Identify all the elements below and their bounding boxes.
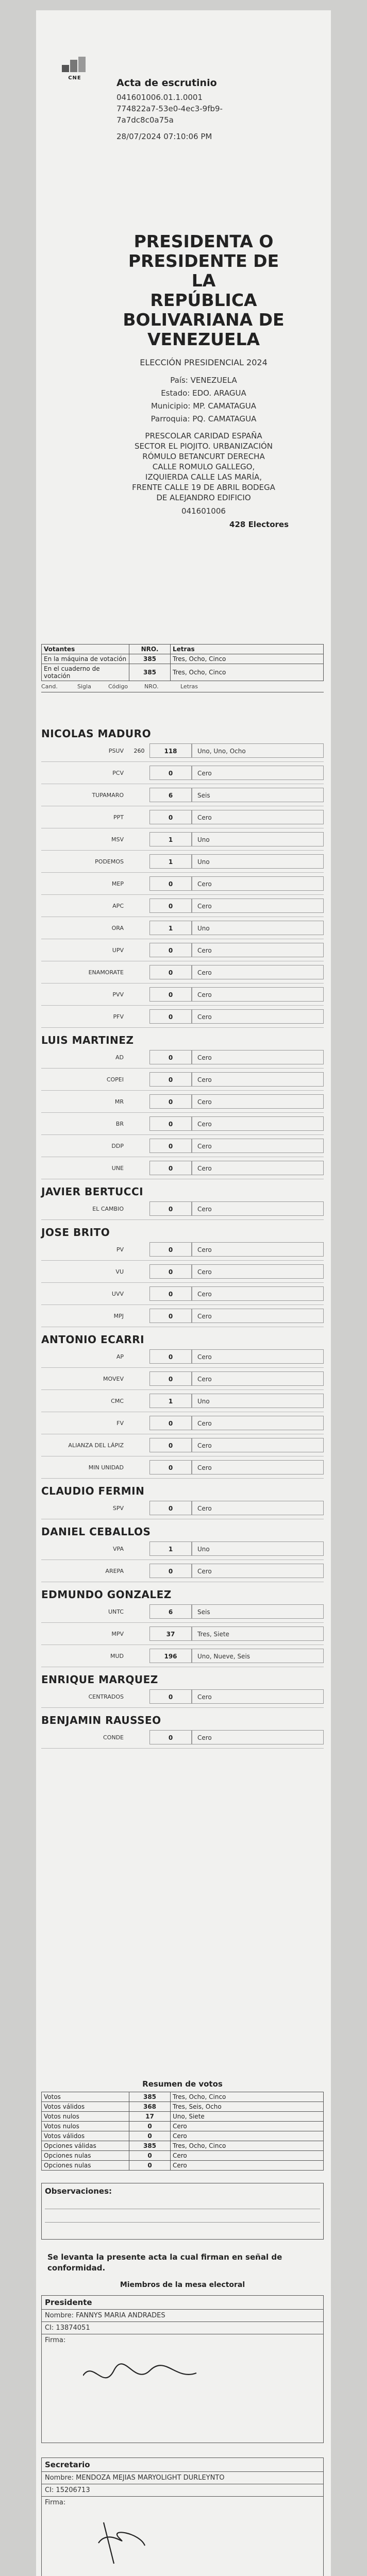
party-votes: 0 <box>149 1201 192 1216</box>
acta-paper <box>36 10 331 2576</box>
party-votes-words: Cero <box>192 1094 324 1109</box>
party-row <box>41 1198 324 1220</box>
party-row <box>41 1601 324 1623</box>
candidate-name: CLAUDIO FERMIN <box>41 1485 145 1497</box>
party-votes: 0 <box>149 1242 192 1257</box>
party-row <box>41 1261 324 1283</box>
party-row <box>41 1091 324 1113</box>
party-row <box>41 1560 324 1582</box>
party-votes: 0 <box>149 876 192 891</box>
party-name: MIN UNIDAD <box>88 1464 124 1471</box>
signature-label: Firma: <box>45 2336 66 2344</box>
party-votes: 1 <box>149 832 192 846</box>
party-name: PFV <box>113 1013 124 1020</box>
party-votes: 0 <box>149 1438 192 1452</box>
party-votes: 0 <box>149 1689 192 1704</box>
cne-logo-text: CNE <box>68 75 81 81</box>
summary-words: Cero <box>171 2151 324 2161</box>
table-row <box>42 2102 324 2112</box>
party-votes-words: Cero <box>192 1161 324 1175</box>
party-name: CONDE <box>103 1734 124 1741</box>
party-row <box>41 1069 324 1091</box>
location-state: Estado: EDO. ARAGUA <box>161 388 246 398</box>
candidates-section <box>41 721 324 1749</box>
table-row <box>42 2122 324 2131</box>
voters-header: Votantes <box>42 645 129 654</box>
summary-label: Votos <box>42 2092 129 2102</box>
party-name: PCV <box>112 769 124 776</box>
party-name: MR <box>114 1098 124 1105</box>
doc-hash-a: 774822a7-53e0-4ec3-9fb9- <box>116 104 223 113</box>
columns-header <box>41 681 324 692</box>
summary-num: 368 <box>129 2102 171 2112</box>
candidate-name: NICOLAS MADURO <box>41 727 152 740</box>
party-row <box>41 1645 324 1667</box>
party-row <box>41 1157 324 1179</box>
voters-row-words: Tres, Ocho, Cinco <box>171 654 324 664</box>
party-votes-words: Cero <box>192 1689 324 1704</box>
party-votes: 6 <box>149 788 192 802</box>
table-row <box>42 654 324 664</box>
location-parish: Parroquia: PQ. CAMATAGUA <box>151 414 257 423</box>
party-name: AREPA <box>105 1567 124 1574</box>
summary-words: Tres, Ocho, Cinco <box>171 2141 324 2151</box>
party-row <box>41 1305 324 1327</box>
party-name: APC <box>112 902 124 909</box>
member-ci: CI: 13874051 <box>42 2322 323 2334</box>
party-votes: 0 <box>149 1564 192 1578</box>
party-row <box>41 1434 324 1456</box>
party-row <box>41 828 324 851</box>
election-block <box>119 232 289 529</box>
party-votes: 1 <box>149 854 192 869</box>
party-name: PSUV <box>108 747 124 754</box>
summary-words: Uno, Siete <box>171 2112 324 2122</box>
party-name: PPT <box>113 814 124 821</box>
summary-words: Cero <box>171 2161 324 2171</box>
party-row <box>41 1239 324 1261</box>
party-name: UNTC <box>108 1608 124 1615</box>
party-votes-words: Uno <box>192 1394 324 1408</box>
party-votes: 1 <box>149 1394 192 1408</box>
party-name: FV <box>116 1419 124 1427</box>
party-name: UVV <box>111 1290 124 1297</box>
voters-row-num: 385 <box>129 654 171 664</box>
center-line-3: CALLE ROMULO GALLEGO, <box>152 462 255 471</box>
voters-nro-header: NRO. <box>129 645 171 654</box>
party-votes-words: Cero <box>192 1438 324 1452</box>
center-code: 041601006 <box>181 506 226 516</box>
voters-letters-header: Letras <box>171 645 324 654</box>
signature-note: Se levanta la presente acta la cual firman en señal de conformidad. <box>47 2252 282 2273</box>
election-title-1: PRESIDENTE DE LA <box>128 251 279 291</box>
party-votes-words: Cero <box>192 1416 324 1430</box>
party-votes-words: Cero <box>192 987 324 1002</box>
party-row <box>41 1346 324 1368</box>
col-cand: Cand. <box>41 683 58 690</box>
handwritten-signature-icon <box>83 2355 207 2412</box>
party-name: MPV <box>111 1630 124 1637</box>
doc-id: 041601006.01.1.0001 <box>116 93 203 102</box>
party-votes-words: Cero <box>192 1309 324 1323</box>
party-name: UNE <box>111 1164 124 1172</box>
party-votes: 1 <box>149 1541 192 1556</box>
summary-words: Cero <box>171 2131 324 2141</box>
election-title-0: PRESIDENTA O <box>134 231 274 251</box>
party-row <box>41 895 324 917</box>
party-votes: 0 <box>149 766 192 780</box>
party-votes: 0 <box>149 943 192 957</box>
election-title-4: VENEZUELA <box>147 329 260 349</box>
party-votes-words: Uno <box>192 921 324 935</box>
party-row <box>41 1283 324 1305</box>
party-votes: 0 <box>149 1416 192 1430</box>
party-votes-words: Seis <box>192 788 324 802</box>
center-line-4: IZQUIERDA CALLE LAS MARÍA, <box>145 472 262 482</box>
member-role: Presidente <box>42 2296 323 2310</box>
party-row <box>41 917 324 939</box>
doc-datetime: 28/07/2024 07:10:06 PM <box>116 132 212 141</box>
summary-table <box>41 2092 324 2171</box>
table-row <box>42 2161 324 2171</box>
summary-label: Opciones nulas <box>42 2161 129 2171</box>
party-row <box>41 806 324 828</box>
party-votes: 0 <box>149 1050 192 1064</box>
voters-row-words: Tres, Ocho, Cinco <box>171 664 324 681</box>
observations-box <box>41 2183 324 2240</box>
party-votes-words: Cero <box>192 810 324 824</box>
party-votes-words: Uno, Uno, Ocho <box>192 743 324 758</box>
center-line-5: FRENTE CALLE 19 DE ABRIL BODEGA <box>132 483 275 492</box>
summary-section <box>41 2076 324 2576</box>
party-row <box>41 1726 324 1749</box>
party-votes-words: Cero <box>192 1501 324 1515</box>
party-row <box>41 939 324 961</box>
candidate-name: EDMUNDO GONZALEZ <box>41 1588 172 1601</box>
party-votes: 0 <box>149 810 192 824</box>
party-votes-words: Cero <box>192 1286 324 1301</box>
party-votes: 196 <box>149 1649 192 1663</box>
party-name: TUPAMARO <box>92 791 124 799</box>
party-votes-words: Cero <box>192 1349 324 1364</box>
party-name: ALIANZA DEL LÁPIZ <box>68 1442 124 1449</box>
party-votes-words: Cero <box>192 1264 324 1279</box>
party-votes: 0 <box>149 965 192 979</box>
party-row <box>41 961 324 984</box>
signature-area <box>42 2334 323 2443</box>
party-votes-words: Cero <box>192 899 324 913</box>
party-votes: 0 <box>149 1286 192 1301</box>
center-line-6: DE ALEJANDRO EDIFICIO <box>156 493 251 502</box>
table-row <box>42 664 324 681</box>
col-org: Sigla <box>77 683 91 690</box>
party-votes: 0 <box>149 1072 192 1087</box>
party-row <box>41 1006 324 1028</box>
candidate-name: LUIS MARTINEZ <box>41 1034 134 1046</box>
voters-section <box>41 644 324 692</box>
party-votes-words: Cero <box>192 1460 324 1475</box>
doc-hash-b: 7a7dc8c0a75a <box>116 115 174 125</box>
party-votes-words: Seis <box>192 1604 324 1619</box>
party-row <box>41 762 324 784</box>
party-votes: 6 <box>149 1604 192 1619</box>
summary-label: Opciones válidas <box>42 2141 129 2151</box>
party-votes: 118 <box>149 743 192 758</box>
party-row <box>41 1623 324 1645</box>
location-country: País: VENEZUELA <box>170 376 237 385</box>
party-name: CENTRADOS <box>88 1693 124 1700</box>
party-name: ORA <box>111 924 124 931</box>
party-row <box>41 1368 324 1390</box>
party-votes: 0 <box>149 1009 192 1024</box>
party-name: AP <box>116 1353 124 1360</box>
summary-title: Resumen de votos <box>142 2079 223 2089</box>
summary-words: Tres, Ocho, Cinco <box>171 2092 324 2102</box>
member-card <box>41 2458 324 2576</box>
party-row <box>41 1497 324 1519</box>
summary-label: Votos nulos <box>42 2112 129 2122</box>
party-name: BR <box>115 1120 124 1127</box>
observations-label: Observaciones: <box>45 2187 112 2196</box>
table-row <box>42 2141 324 2151</box>
party-row <box>41 1390 324 1412</box>
party-name: DDP <box>111 1142 124 1149</box>
party-votes-words: Cero <box>192 876 324 891</box>
party-votes-words: Cero <box>192 1371 324 1386</box>
table-row <box>42 2112 324 2122</box>
party-row <box>41 740 324 762</box>
signature-area <box>42 2497 323 2576</box>
party-name: MSV <box>111 836 124 843</box>
voters-row-label: En la máquina de votación <box>42 654 129 664</box>
party-votes-words: Cero <box>192 1564 324 1578</box>
party-name: PV <box>116 1246 124 1253</box>
party-votes: 0 <box>149 1730 192 1744</box>
col-code: Código <box>108 683 128 690</box>
party-name: ENAMORATE <box>88 969 124 976</box>
cne-logo-icon <box>52 56 98 76</box>
election-title-3: BOLIVARIANA DE <box>123 310 285 330</box>
party-name: MUD <box>110 1652 124 1659</box>
party-votes: 0 <box>149 1264 192 1279</box>
summary-words: Cero <box>171 2122 324 2131</box>
party-row <box>41 1135 324 1157</box>
party-row <box>41 984 324 1006</box>
party-votes-words: Cero <box>192 1242 324 1257</box>
acta-header <box>116 77 312 142</box>
election-name: ELECCIÓN PRESIDENCIAL 2024 <box>140 358 268 367</box>
member-role: Secretario <box>42 2458 323 2472</box>
party-votes: 1 <box>149 921 192 935</box>
party-votes-words: Cero <box>192 1050 324 1064</box>
candidate-name: DANIEL CEBALLOS <box>41 1526 151 1538</box>
party-votes-words: Uno <box>192 854 324 869</box>
party-votes: 0 <box>149 1371 192 1386</box>
summary-num: 0 <box>129 2151 171 2161</box>
center-line-2: RÓMULO BETANCURT DERECHA <box>142 452 265 461</box>
party-votes-words: Cero <box>192 943 324 957</box>
candidate-name: JOSE BRITO <box>41 1226 110 1239</box>
party-votes-words: Cero <box>192 965 324 979</box>
candidate-name: BENJAMIN RAUSSEO <box>41 1714 161 1726</box>
member-name: Nombre: FANNYS MARIA ANDRADES <box>42 2310 323 2322</box>
party-row <box>41 1046 324 1069</box>
party-votes-words: Cero <box>192 766 324 780</box>
summary-num: 385 <box>129 2141 171 2151</box>
party-votes: 0 <box>149 1094 192 1109</box>
party-name: VPA <box>113 1545 124 1552</box>
voters-row-label: En el cuaderno de votación <box>42 664 129 681</box>
summary-label: Votos válidos <box>42 2102 129 2112</box>
party-name: CMC <box>111 1397 124 1404</box>
party-votes: 37 <box>149 1626 192 1641</box>
party-name: MPJ <box>113 1312 124 1319</box>
summary-num: 0 <box>129 2161 171 2171</box>
party-votes-words: Uno <box>192 1541 324 1556</box>
member-name: Nombre: MENDOZA MEJIAS MARYOLIGHT DURLEYNTO <box>42 2472 323 2484</box>
col-nro: NRO. <box>144 683 159 690</box>
party-votes: 0 <box>149 987 192 1002</box>
party-row <box>41 784 324 806</box>
signature-label: Firma: <box>45 2499 66 2506</box>
summary-num: 0 <box>129 2122 171 2131</box>
voters-row-num: 385 <box>129 664 171 681</box>
member-card <box>41 2295 324 2443</box>
table-row <box>42 2131 324 2141</box>
party-name: COPEI <box>106 1076 124 1083</box>
handwritten-signature-icon <box>83 2517 207 2574</box>
party-name: MEP <box>111 880 124 887</box>
party-votes: 0 <box>149 1116 192 1131</box>
summary-num: 17 <box>129 2112 171 2122</box>
party-votes-words: Cero <box>192 1201 324 1216</box>
center-line-1: SECTOR EL PIOJITO. URBANIZACIÓN <box>134 442 273 451</box>
cne-logo <box>52 56 98 92</box>
voters-table <box>41 644 324 681</box>
party-row <box>41 1412 324 1434</box>
location-municipality: Municipio: MP. CAMATAGUA <box>151 401 257 411</box>
observations-line <box>45 2209 320 2223</box>
party-code: 260 <box>134 747 145 754</box>
party-votes: 0 <box>149 1309 192 1323</box>
party-row <box>41 1686 324 1708</box>
summary-label: Votos nulos <box>42 2122 129 2131</box>
party-votes: 0 <box>149 1501 192 1515</box>
party-name: VU <box>115 1268 124 1275</box>
member-ci: CI: 15206713 <box>42 2484 323 2497</box>
table-row <box>42 2151 324 2161</box>
summary-words: Tres, Seis, Ocho <box>171 2102 324 2112</box>
candidate-name: JAVIER BERTUCCI <box>41 1185 144 1198</box>
party-name: SPV <box>112 1504 124 1512</box>
party-votes-words: Uno, Nueve, Seis <box>192 1649 324 1663</box>
party-votes-words: Cero <box>192 1009 324 1024</box>
party-row <box>41 1113 324 1135</box>
voter-count: 428 Electores <box>229 520 289 529</box>
party-votes: 0 <box>149 1161 192 1175</box>
party-votes: 0 <box>149 899 192 913</box>
party-votes-words: Cero <box>192 1116 324 1131</box>
summary-num: 385 <box>129 2092 171 2102</box>
candidate-name: ENRIQUE MARQUEZ <box>41 1673 158 1686</box>
table-row <box>42 2092 324 2102</box>
center-line-0: PRESCOLAR CARIDAD ESPAÑA <box>145 431 262 440</box>
party-votes-words: Cero <box>192 1139 324 1153</box>
party-name: UPV <box>112 946 124 954</box>
party-votes-words: Uno <box>192 832 324 846</box>
signature-heading: Miembros de la mesa electoral <box>120 2281 245 2289</box>
party-votes: 0 <box>149 1349 192 1364</box>
party-name: AD <box>115 1054 124 1061</box>
party-votes-words: Cero <box>192 1730 324 1744</box>
party-row <box>41 1456 324 1479</box>
candidate-name: ANTONIO ECARRI <box>41 1333 145 1346</box>
party-votes: 0 <box>149 1139 192 1153</box>
summary-label: Votos válidos <box>42 2131 129 2141</box>
party-votes-words: Cero <box>192 1072 324 1087</box>
election-title-2: REPÚBLICA <box>150 290 257 310</box>
party-name: PODEMOS <box>95 858 124 865</box>
party-row <box>41 851 324 873</box>
party-votes-words: Tres, Siete <box>192 1626 324 1641</box>
summary-num: 0 <box>129 2131 171 2141</box>
observations-line <box>45 2196 320 2209</box>
members-list <box>41 2295 324 2576</box>
summary-label: Opciones nulas <box>42 2151 129 2161</box>
party-name: PVV <box>112 991 124 998</box>
party-name: MOVEV <box>103 1375 124 1382</box>
col-letras: Letras <box>180 683 198 690</box>
doc-title: Acta de escrutinio <box>116 77 217 89</box>
party-name: EL CAMBIO <box>92 1205 124 1212</box>
party-votes: 0 <box>149 1460 192 1475</box>
party-row <box>41 873 324 895</box>
party-row <box>41 1538 324 1560</box>
